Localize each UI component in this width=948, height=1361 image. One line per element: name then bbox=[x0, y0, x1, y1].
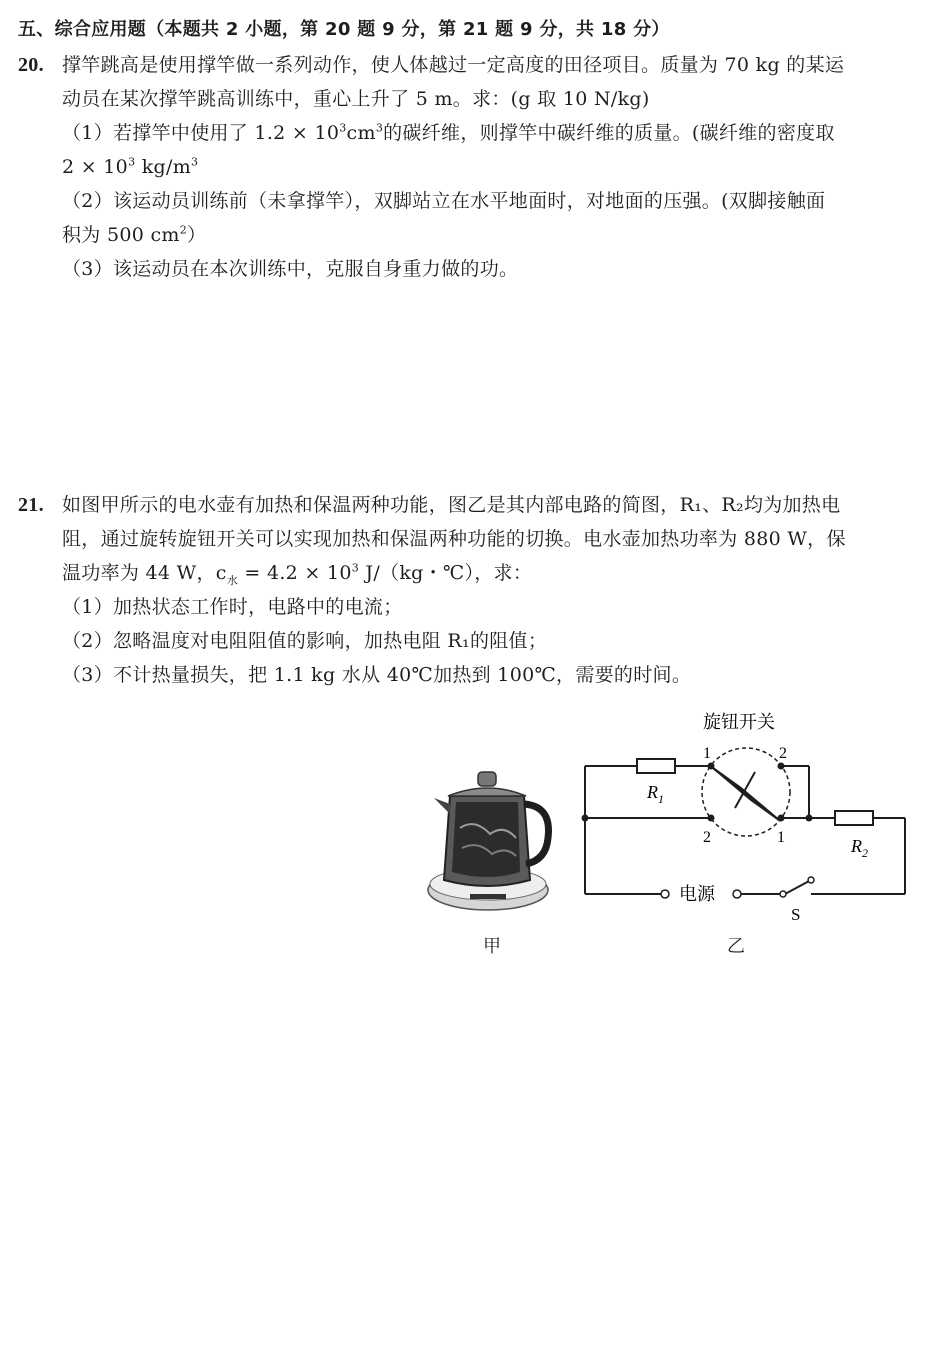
circuit-diagram bbox=[575, 700, 920, 960]
resistor-r2 bbox=[835, 811, 873, 825]
question-20-stem-line2: 动员在某次撑竿跳高训练中，重心上升了 5 m。求：(g 取 10 N/kg) bbox=[62, 88, 650, 110]
figure-label-yi: 乙 bbox=[727, 936, 745, 957]
terminal-label-1-top: 1 bbox=[703, 745, 711, 762]
question-20-part1-line1: （1）若撑竿中使用了 $1.2 \times 10^3cm^3$的碳纤维，则撑竿中碳纤维的质量。(碳纤维的密度取 bbox=[62, 121, 835, 144]
terminal-label-1-bottom: 1 bbox=[777, 829, 785, 846]
question-20-part1-line2: $2 \times 10^3$ $kg/m^3$ bbox=[62, 155, 199, 178]
power-terminal-right bbox=[733, 890, 741, 898]
question-21-number: 21. bbox=[18, 494, 44, 516]
question-20-stem-line1: 撑竿跳高是使用撑竿做一系列动作，使人体越过一定高度的田径项目。质量为 70 kg 的某运 bbox=[62, 54, 845, 76]
power-terminal-left bbox=[661, 890, 669, 898]
switch-title: 旋钮开关 bbox=[703, 712, 775, 732]
question-21-stem-line2: 阻，通过旋转旋钮开关可以实现加热和保温两种功能的切换。电水壶加热功率为 880 W，保 bbox=[62, 528, 846, 550]
question-20-part3: （3）该运动员在本次训练中，克服自身重力做的功。 bbox=[62, 258, 519, 280]
section-header: 五、综合应用题（本题共 2 小题，第 20 题 9 分，第 21 题 9 分，共 18 分） bbox=[18, 19, 670, 40]
question-21-part3: （3）不计热量损失，把 1.1 kg 水从 40℃加热到 100℃，需要的时间。 bbox=[62, 664, 692, 686]
switch-s-label: S bbox=[791, 905, 801, 924]
question-20-part2-line1: （2）该运动员训练前（未拿撑竿），双脚站立在水平地面时，对地面的压强。(双脚接触面 bbox=[62, 190, 826, 212]
question-21-stem-line3: 温功率为 44 W，$c_水 = 4.2 \times 10^3$ J/（kg・℃），求： bbox=[62, 561, 533, 587]
question-21-stem-line1: 如图甲所示的电水壶有加热和保温两种功能，图乙是其内部电路的简图，R₁、R₂均为加热电 bbox=[62, 494, 841, 516]
r1-label: $R_1$ bbox=[647, 782, 664, 806]
kettle-image bbox=[420, 768, 560, 916]
question-21-part2: （2）忽略温度对电阻阻值的影响，加热电阻 R₁的阻值； bbox=[62, 630, 548, 652]
power-source-label: 电源 bbox=[679, 884, 715, 904]
r2-label: $R_2$ bbox=[851, 836, 868, 860]
resistor-r1 bbox=[637, 759, 675, 773]
question-20-part2-line2: 积为 500 $cm^2$） bbox=[62, 223, 207, 246]
question-21-part1: （1）加热状态工作时，电路中的电流； bbox=[62, 596, 403, 618]
terminal-label-2-bottom: 2 bbox=[703, 829, 711, 846]
question-20-number: 20. bbox=[18, 54, 44, 76]
figure-label-jia: 甲 bbox=[483, 936, 501, 957]
terminal-label-2-top: 2 bbox=[779, 745, 787, 762]
